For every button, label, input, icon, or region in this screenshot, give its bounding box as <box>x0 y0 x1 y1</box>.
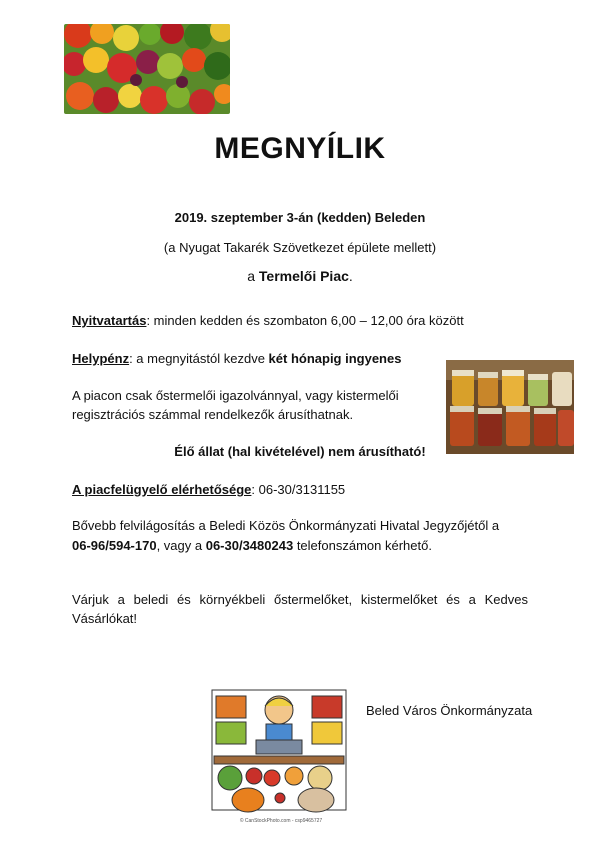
supervisor-text: : 06-30/3131155 <box>251 482 346 497</box>
info-mid: , vagy a <box>156 538 206 553</box>
welcome-text: Várjuk a beledi és környékbeli őstermelőket, kistermelőket és a Kedves Vásárlókat! <box>72 592 528 626</box>
vegetables-photo-icon <box>64 24 230 114</box>
sellers-line-2: regisztrációs számmal rendelkezők árusíthatnak. <box>72 407 354 422</box>
fee-text: : a megnyitástól kezdve <box>129 351 269 366</box>
market-line <box>0 268 600 284</box>
opening-label: Nyitvatartás <box>72 313 147 328</box>
opening-text: : minden kedden és szombaton 6,00 – 12,00 óra között <box>146 313 464 328</box>
phone-1: 06-96/594-170 <box>72 538 157 553</box>
opening-hours <box>72 312 464 329</box>
market-name: Termelői Piac <box>258 268 349 284</box>
fee-bold-text: két hónapig ingyenes <box>268 351 402 366</box>
date-line: 2019. szeptember 3-án (kedden) Beleden <box>174 210 426 225</box>
info-line-1: Bővebb felvilágosítás a Beledi Közös Önkormányzati Hivatal Jegyzőjétől a <box>72 518 500 533</box>
supervisor-line <box>72 481 345 498</box>
grocer-clipart-icon <box>208 686 350 828</box>
supervisor-label: A piacfelügyelő elérhetősége <box>72 482 252 497</box>
signature: Beled Város Önkormányzata <box>366 703 533 718</box>
info-line-2 <box>72 537 432 554</box>
live-animals-notice: Élő állat (hal kivételével) nem árusítható! <box>174 444 426 459</box>
market-suffix: . <box>348 268 353 284</box>
grocer-caption: © CanStockPhoto.com - csp9465727 <box>239 818 323 824</box>
page-title: MEGNYÍLIK <box>214 132 386 165</box>
phone-2: 06-30/3480243 <box>205 538 294 553</box>
fee-line <box>72 350 401 367</box>
sellers-line-1: A piacon csak őstermelői igazolvánnyal, vagy kistermelői <box>72 388 399 403</box>
honey-jars-photo-icon <box>446 360 574 454</box>
fee-label: Helypénz <box>72 351 130 366</box>
location-line: (a Nyugat Takarék Szövetkezet épülete mellett) <box>163 240 437 255</box>
info-end: telefonszámon kérhető. <box>293 538 432 553</box>
market-prefix: a <box>247 268 259 284</box>
